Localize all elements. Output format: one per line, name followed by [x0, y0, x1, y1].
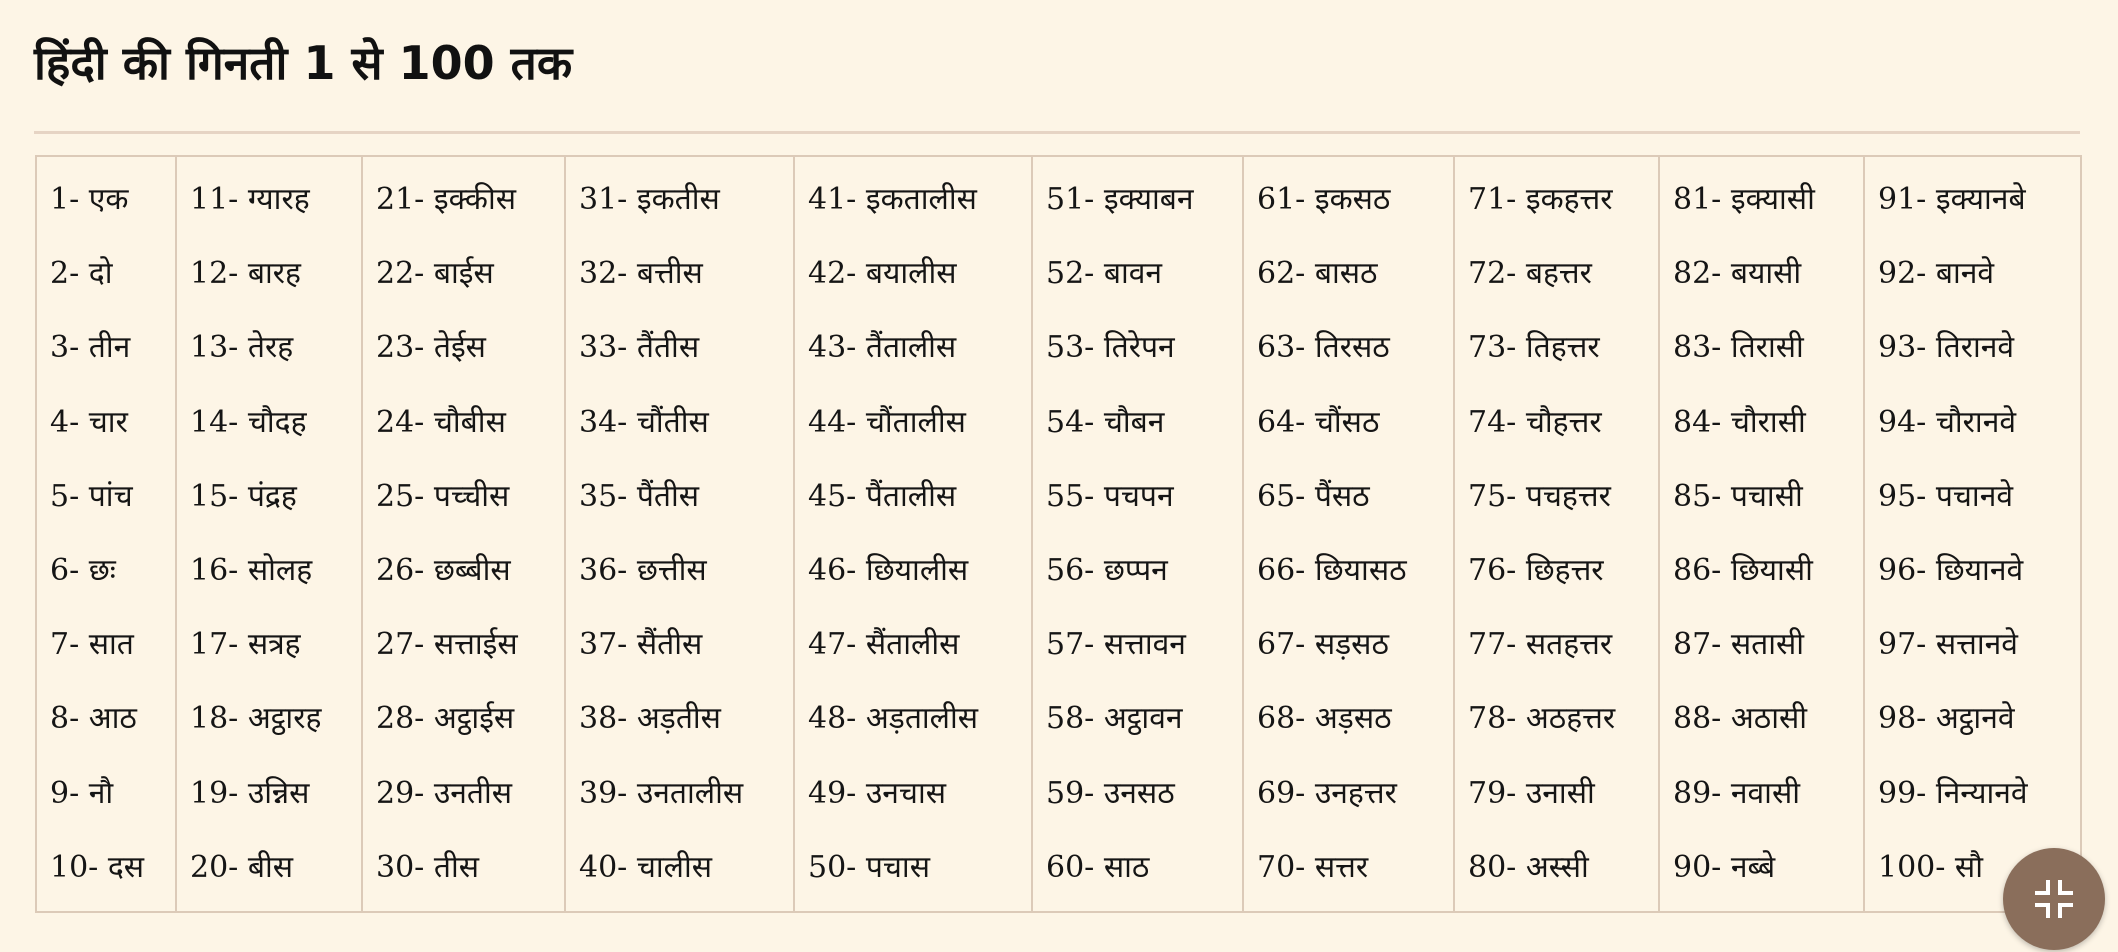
number-cell: 91- इक्यानबे: [1864, 156, 2081, 237]
number-cell: 89- नवासी: [1659, 757, 1864, 831]
number-cell: 84- चौरासी: [1659, 386, 1864, 460]
number-cell: 68- अड़सठ: [1243, 682, 1454, 756]
number-cell: 14- चौदह: [176, 386, 362, 460]
number-cell: 13- तेरह: [176, 311, 362, 385]
number-cell: 98- अट्ठानवे: [1864, 682, 2081, 756]
number-cell: 43- तैंतालीस: [794, 311, 1032, 385]
number-cell: 32- बत्तीस: [565, 237, 794, 311]
number-cell: 11- ग्यारह: [176, 156, 362, 237]
number-cell: 44- चौंतालीस: [794, 386, 1032, 460]
number-cell: 23- तेईस: [362, 311, 565, 385]
number-cell: 27- सत्ताईस: [362, 608, 565, 682]
number-cell: 92- बानवे: [1864, 237, 2081, 311]
number-cell: 52- बावन: [1032, 237, 1243, 311]
number-cell: 53- तिरेपन: [1032, 311, 1243, 385]
number-cell: 64- चौंसठ: [1243, 386, 1454, 460]
number-cell: 70- सत्तर: [1243, 831, 1454, 912]
number-cell: 69- उनहत्तर: [1243, 757, 1454, 831]
number-cell: 28- अट्ठाईस: [362, 682, 565, 756]
number-cell: 88- अठासी: [1659, 682, 1864, 756]
number-cell: 2- दो: [36, 237, 176, 311]
number-cell: 57- सत्तावन: [1032, 608, 1243, 682]
number-cell: 18- अट्ठारह: [176, 682, 362, 756]
number-cell: 81- इक्यासी: [1659, 156, 1864, 237]
title-divider: [34, 131, 2080, 134]
table-row: [36, 460, 2081, 534]
number-cell: 74- चौहत्तर: [1454, 386, 1659, 460]
number-cell: 29- उनतीस: [362, 757, 565, 831]
collapse-fullscreen-icon: [2034, 879, 2074, 919]
number-cell: 34- चौंतीस: [565, 386, 794, 460]
table-row: [36, 156, 2081, 237]
number-cell: 56- छप्पन: [1032, 534, 1243, 608]
number-cell: 55- पचपन: [1032, 460, 1243, 534]
number-cell: 39- उनतालीस: [565, 757, 794, 831]
table-row: [36, 534, 2081, 608]
number-cell: 90- नब्बे: [1659, 831, 1864, 912]
number-cell: 86- छियासी: [1659, 534, 1864, 608]
number-cell: 12- बारह: [176, 237, 362, 311]
number-cell: 71- इकहत्तर: [1454, 156, 1659, 237]
number-cell: 46- छियालीस: [794, 534, 1032, 608]
exit-fullscreen-button[interactable]: [2003, 848, 2105, 950]
number-cell: 6- छः: [36, 534, 176, 608]
number-cell: 17- सत्रह: [176, 608, 362, 682]
number-cell: 59- उनसठ: [1032, 757, 1243, 831]
number-cell: 50- पचास: [794, 831, 1032, 912]
number-cell: 10- दस: [36, 831, 176, 912]
number-cell: 36- छत्तीस: [565, 534, 794, 608]
number-cell: 41- इकतालीस: [794, 156, 1032, 237]
number-cell: 51- इक्याबन: [1032, 156, 1243, 237]
number-cell: 54- चौबन: [1032, 386, 1243, 460]
number-cell: 25- पच्चीस: [362, 460, 565, 534]
number-cell: 33- तैंतीस: [565, 311, 794, 385]
number-cell: 49- उनचास: [794, 757, 1032, 831]
table-row: [36, 831, 2081, 912]
number-cell: 79- उनासी: [1454, 757, 1659, 831]
number-cell: 77- सतहत्तर: [1454, 608, 1659, 682]
number-cell: 67- सड़सठ: [1243, 608, 1454, 682]
number-cell: 24- चौबीस: [362, 386, 565, 460]
number-cell: 20- बीस: [176, 831, 362, 912]
number-cell: 3- तीन: [36, 311, 176, 385]
number-cell: 35- पैंतीस: [565, 460, 794, 534]
number-cell: 94- चौरानवे: [1864, 386, 2081, 460]
number-cell: 63- तिरसठ: [1243, 311, 1454, 385]
number-cell: 75- पचहत्तर: [1454, 460, 1659, 534]
number-cell: 40- चालीस: [565, 831, 794, 912]
number-cell: 4- चार: [36, 386, 176, 460]
number-cell: 76- छिहत्तर: [1454, 534, 1659, 608]
number-cell: 78- अठहत्तर: [1454, 682, 1659, 756]
number-cell: 82- बयासी: [1659, 237, 1864, 311]
number-cell: 58- अट्ठावन: [1032, 682, 1243, 756]
number-cell: 80- अस्सी: [1454, 831, 1659, 912]
number-cell: 42- बयालीस: [794, 237, 1032, 311]
table-row: [36, 386, 2081, 460]
page-title: हिंदी की गिनती 1 से 100 तक: [34, 36, 573, 90]
number-cell: 60- साठ: [1032, 831, 1243, 912]
number-cell: 19- उन्निस: [176, 757, 362, 831]
number-cell: 100- सौ: [1864, 831, 2081, 912]
table-row: [36, 311, 2081, 385]
number-cell: 21- इक्कीस: [362, 156, 565, 237]
number-cell: 1- एक: [36, 156, 176, 237]
number-cell: 61- इकसठ: [1243, 156, 1454, 237]
number-cell: 85- पचासी: [1659, 460, 1864, 534]
number-cell: 83- तिरासी: [1659, 311, 1864, 385]
table-row: [36, 682, 2081, 756]
table-row: [36, 757, 2081, 831]
number-cell: 47- सैंतालीस: [794, 608, 1032, 682]
table-row: [36, 237, 2081, 311]
number-cell: 5- पांच: [36, 460, 176, 534]
number-cell: 65- पैंसठ: [1243, 460, 1454, 534]
number-cell: 62- बासठ: [1243, 237, 1454, 311]
number-cell: 93- तिरानवे: [1864, 311, 2081, 385]
number-cell: 87- सतासी: [1659, 608, 1864, 682]
number-cell: 26- छब्बीस: [362, 534, 565, 608]
table-body: [36, 156, 2081, 912]
number-cell: 22- बाईस: [362, 237, 565, 311]
number-cell: 72- बहत्तर: [1454, 237, 1659, 311]
number-cell: 45- पैंतालीस: [794, 460, 1032, 534]
number-cell: 9- नौ: [36, 757, 176, 831]
number-cell: 7- सात: [36, 608, 176, 682]
number-cell: 31- इकतीस: [565, 156, 794, 237]
number-cell: 96- छियानवे: [1864, 534, 2081, 608]
hindi-numbers-table: [35, 155, 2082, 913]
number-cell: 66- छियासठ: [1243, 534, 1454, 608]
number-cell: 16- सोलह: [176, 534, 362, 608]
number-cell: 15- पंद्रह: [176, 460, 362, 534]
number-cell: 97- सत्तानवे: [1864, 608, 2081, 682]
number-cell: 30- तीस: [362, 831, 565, 912]
number-cell: 73- तिहत्तर: [1454, 311, 1659, 385]
number-cell: 95- पचानवे: [1864, 460, 2081, 534]
table-row: [36, 608, 2081, 682]
number-cell: 8- आठ: [36, 682, 176, 756]
number-cell: 48- अड़तालीस: [794, 682, 1032, 756]
number-cell: 37- सैंतीस: [565, 608, 794, 682]
number-cell: 38- अड़तीस: [565, 682, 794, 756]
number-cell: 99- निन्यानवे: [1864, 757, 2081, 831]
